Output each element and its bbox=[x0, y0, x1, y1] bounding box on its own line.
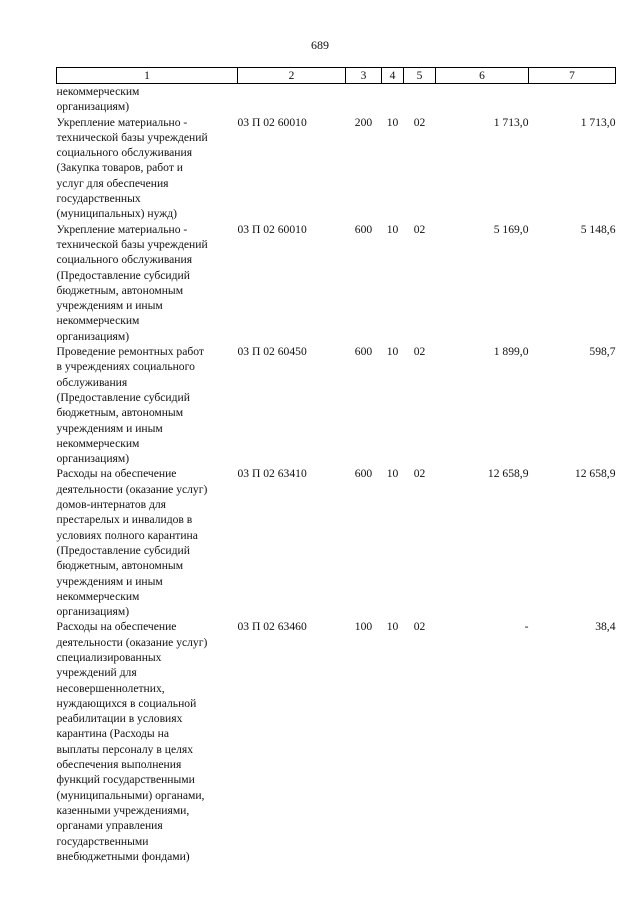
page-number: 689 bbox=[311, 38, 329, 52]
header-row bbox=[57, 68, 616, 84]
row-expense-type: 100 bbox=[354, 620, 373, 634]
row-expense-type: 600 bbox=[354, 345, 373, 359]
row-section: 10 bbox=[386, 620, 399, 634]
row-description: Укрепление материально - технической базы учреждений социального обслуживания (Предоставление субсидий бюджетным, автономным учреждениям и иным некоммерческим организациям) bbox=[56, 222, 208, 343]
row-description: Проведение ремонтных работ в учреждениях социального обслуживания (Предоставление субсидий бюджетным, автономным учреждениям и иным некоммерческим организациям) bbox=[56, 345, 204, 466]
row-amount-planned: 1 899,0 bbox=[493, 345, 529, 359]
row-section: 10 bbox=[386, 467, 399, 481]
row-amount-executed: 598,7 bbox=[589, 345, 616, 359]
row-subsection: 02 bbox=[413, 467, 426, 481]
row-amount-executed: 1 713,0 bbox=[580, 115, 616, 129]
row-amount-planned: 1 713,0 bbox=[493, 115, 529, 129]
row-section: 10 bbox=[386, 115, 399, 129]
row-expense-type: 200 bbox=[354, 115, 373, 129]
row-subsection: 02 bbox=[413, 345, 426, 359]
budget-table bbox=[56, 67, 616, 864]
header-col-4: 4 bbox=[382, 68, 404, 84]
row-target-code: 03 П 02 63460 bbox=[237, 620, 307, 634]
table-row bbox=[57, 466, 616, 619]
table-row bbox=[57, 619, 616, 864]
row-description: Укрепление материально - технической базы учреждений социального обслуживания (Закупка товаров, работ и услуг для обеспечения государственных (муниципальных) нужд) bbox=[56, 115, 208, 221]
header-col-1: 1 bbox=[57, 68, 238, 84]
row-subsection: 02 bbox=[413, 620, 426, 634]
row-target-code: 03 П 02 60010 bbox=[237, 115, 307, 129]
row-subsection: 02 bbox=[413, 222, 426, 236]
table-row bbox=[57, 115, 616, 222]
row-amount-planned: 12 658,9 bbox=[487, 467, 529, 481]
row-amount-executed: 12 658,9 bbox=[574, 467, 616, 481]
row-section: 10 bbox=[386, 345, 399, 359]
header-col-2: 2 bbox=[238, 68, 346, 84]
row-amount-executed: 5 148,6 bbox=[580, 222, 616, 236]
row-target-code: 03 П 02 60010 bbox=[237, 222, 307, 236]
row-description: Расходы на обеспечение деятельности (оказание услуг) специализированных учреждений для несовершеннолетних, нуждающихся в социальной реабилитации в условиях карантина (Расходы на выплаты персоналу в целях обеспечения выполнения функций государственными (муниципальными) органами, казенными учреждениями, органами управления государственными внебюджетными фондами) bbox=[56, 620, 208, 863]
row-subsection: 02 bbox=[413, 115, 426, 129]
row-section: 10 bbox=[386, 222, 399, 236]
continuation-row bbox=[57, 84, 616, 115]
row-expense-type: 600 bbox=[354, 222, 373, 236]
row-amount-executed: 38,4 bbox=[595, 620, 616, 634]
row-amount-planned: 5 169,0 bbox=[493, 222, 529, 236]
header-col-3: 3 bbox=[346, 68, 382, 84]
table-row bbox=[57, 222, 616, 344]
header-col-6: 6 bbox=[436, 68, 529, 84]
header-col-7: 7 bbox=[529, 68, 616, 84]
row-target-code: 03 П 02 63410 bbox=[237, 467, 307, 481]
row-target-code: 03 П 02 60450 bbox=[237, 345, 307, 359]
table-row bbox=[57, 344, 616, 466]
row-amount-planned: - bbox=[524, 620, 529, 634]
row-expense-type: 600 bbox=[354, 467, 373, 481]
header-col-5: 5 bbox=[404, 68, 436, 84]
row-description: Расходы на обеспечение деятельности (оказание услуг) домов-интернатов для престарелых и инвалидов в условиях полного карантина (Предоставление субсидий бюджетным, автономным учреждениям и иным некоммерческим организациям) bbox=[56, 467, 208, 619]
continuation-text: некоммерческим организациям) bbox=[56, 85, 140, 114]
